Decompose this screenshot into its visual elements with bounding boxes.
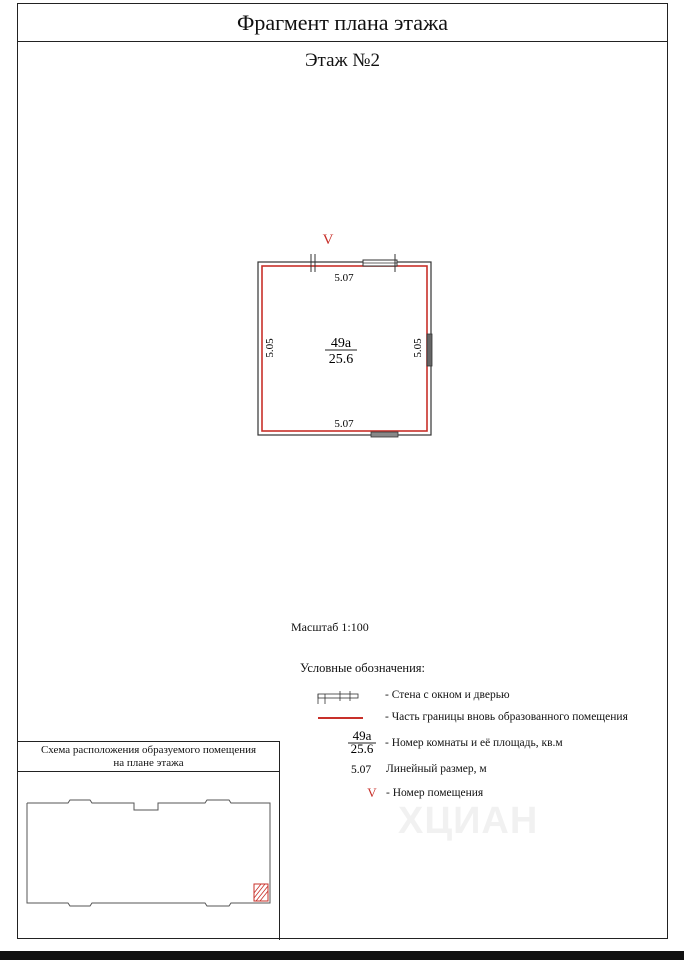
room-marker: V <box>322 232 334 248</box>
dimension-right: 5.05 <box>412 338 424 358</box>
legend-sample-dimension: 5.07 <box>350 764 372 776</box>
legend-wall-symbol <box>318 691 358 704</box>
dimension-left: 5.05 <box>264 338 276 358</box>
building-outline <box>27 800 270 906</box>
legend-item-room-number: - Номер комнаты и её площадь, кв.м <box>385 737 563 749</box>
legend-sample-marker: V <box>367 785 377 800</box>
bottom-edge <box>0 951 684 960</box>
legend-item-wall: - Стена с окном и дверью <box>385 689 510 701</box>
legend-sample-number: 49а <box>352 728 372 743</box>
window-right <box>427 334 432 366</box>
scheme-room-highlight <box>254 884 268 901</box>
dimension-bottom: 5.07 <box>334 418 354 430</box>
legend-item-marker: - Номер помещения <box>386 787 484 799</box>
legend-item-boundary: - Часть границы вновь образованного помещения <box>385 711 628 723</box>
room-area: 25.6 <box>328 352 354 367</box>
sheet-title: Фрагмент плана этажа <box>18 4 667 42</box>
scale-label: Масштаб 1:100 <box>291 620 369 634</box>
scheme-title-line2: на плане этажа <box>113 757 184 769</box>
dimension-top: 5.07 <box>334 272 354 284</box>
watermark: ХЦИАН <box>398 800 539 842</box>
legend-item-dimension: Линейный размер, м <box>386 763 487 775</box>
floor-label: Этаж №2 <box>304 50 381 71</box>
room-number: 49а <box>330 336 352 351</box>
legend-title: Условные обозначения: <box>300 661 426 675</box>
window-bottom <box>371 432 398 437</box>
legend-sample-area: 25.6 <box>350 741 374 756</box>
scheme-title-line1: Схема расположения образуемого помещения <box>40 744 257 756</box>
